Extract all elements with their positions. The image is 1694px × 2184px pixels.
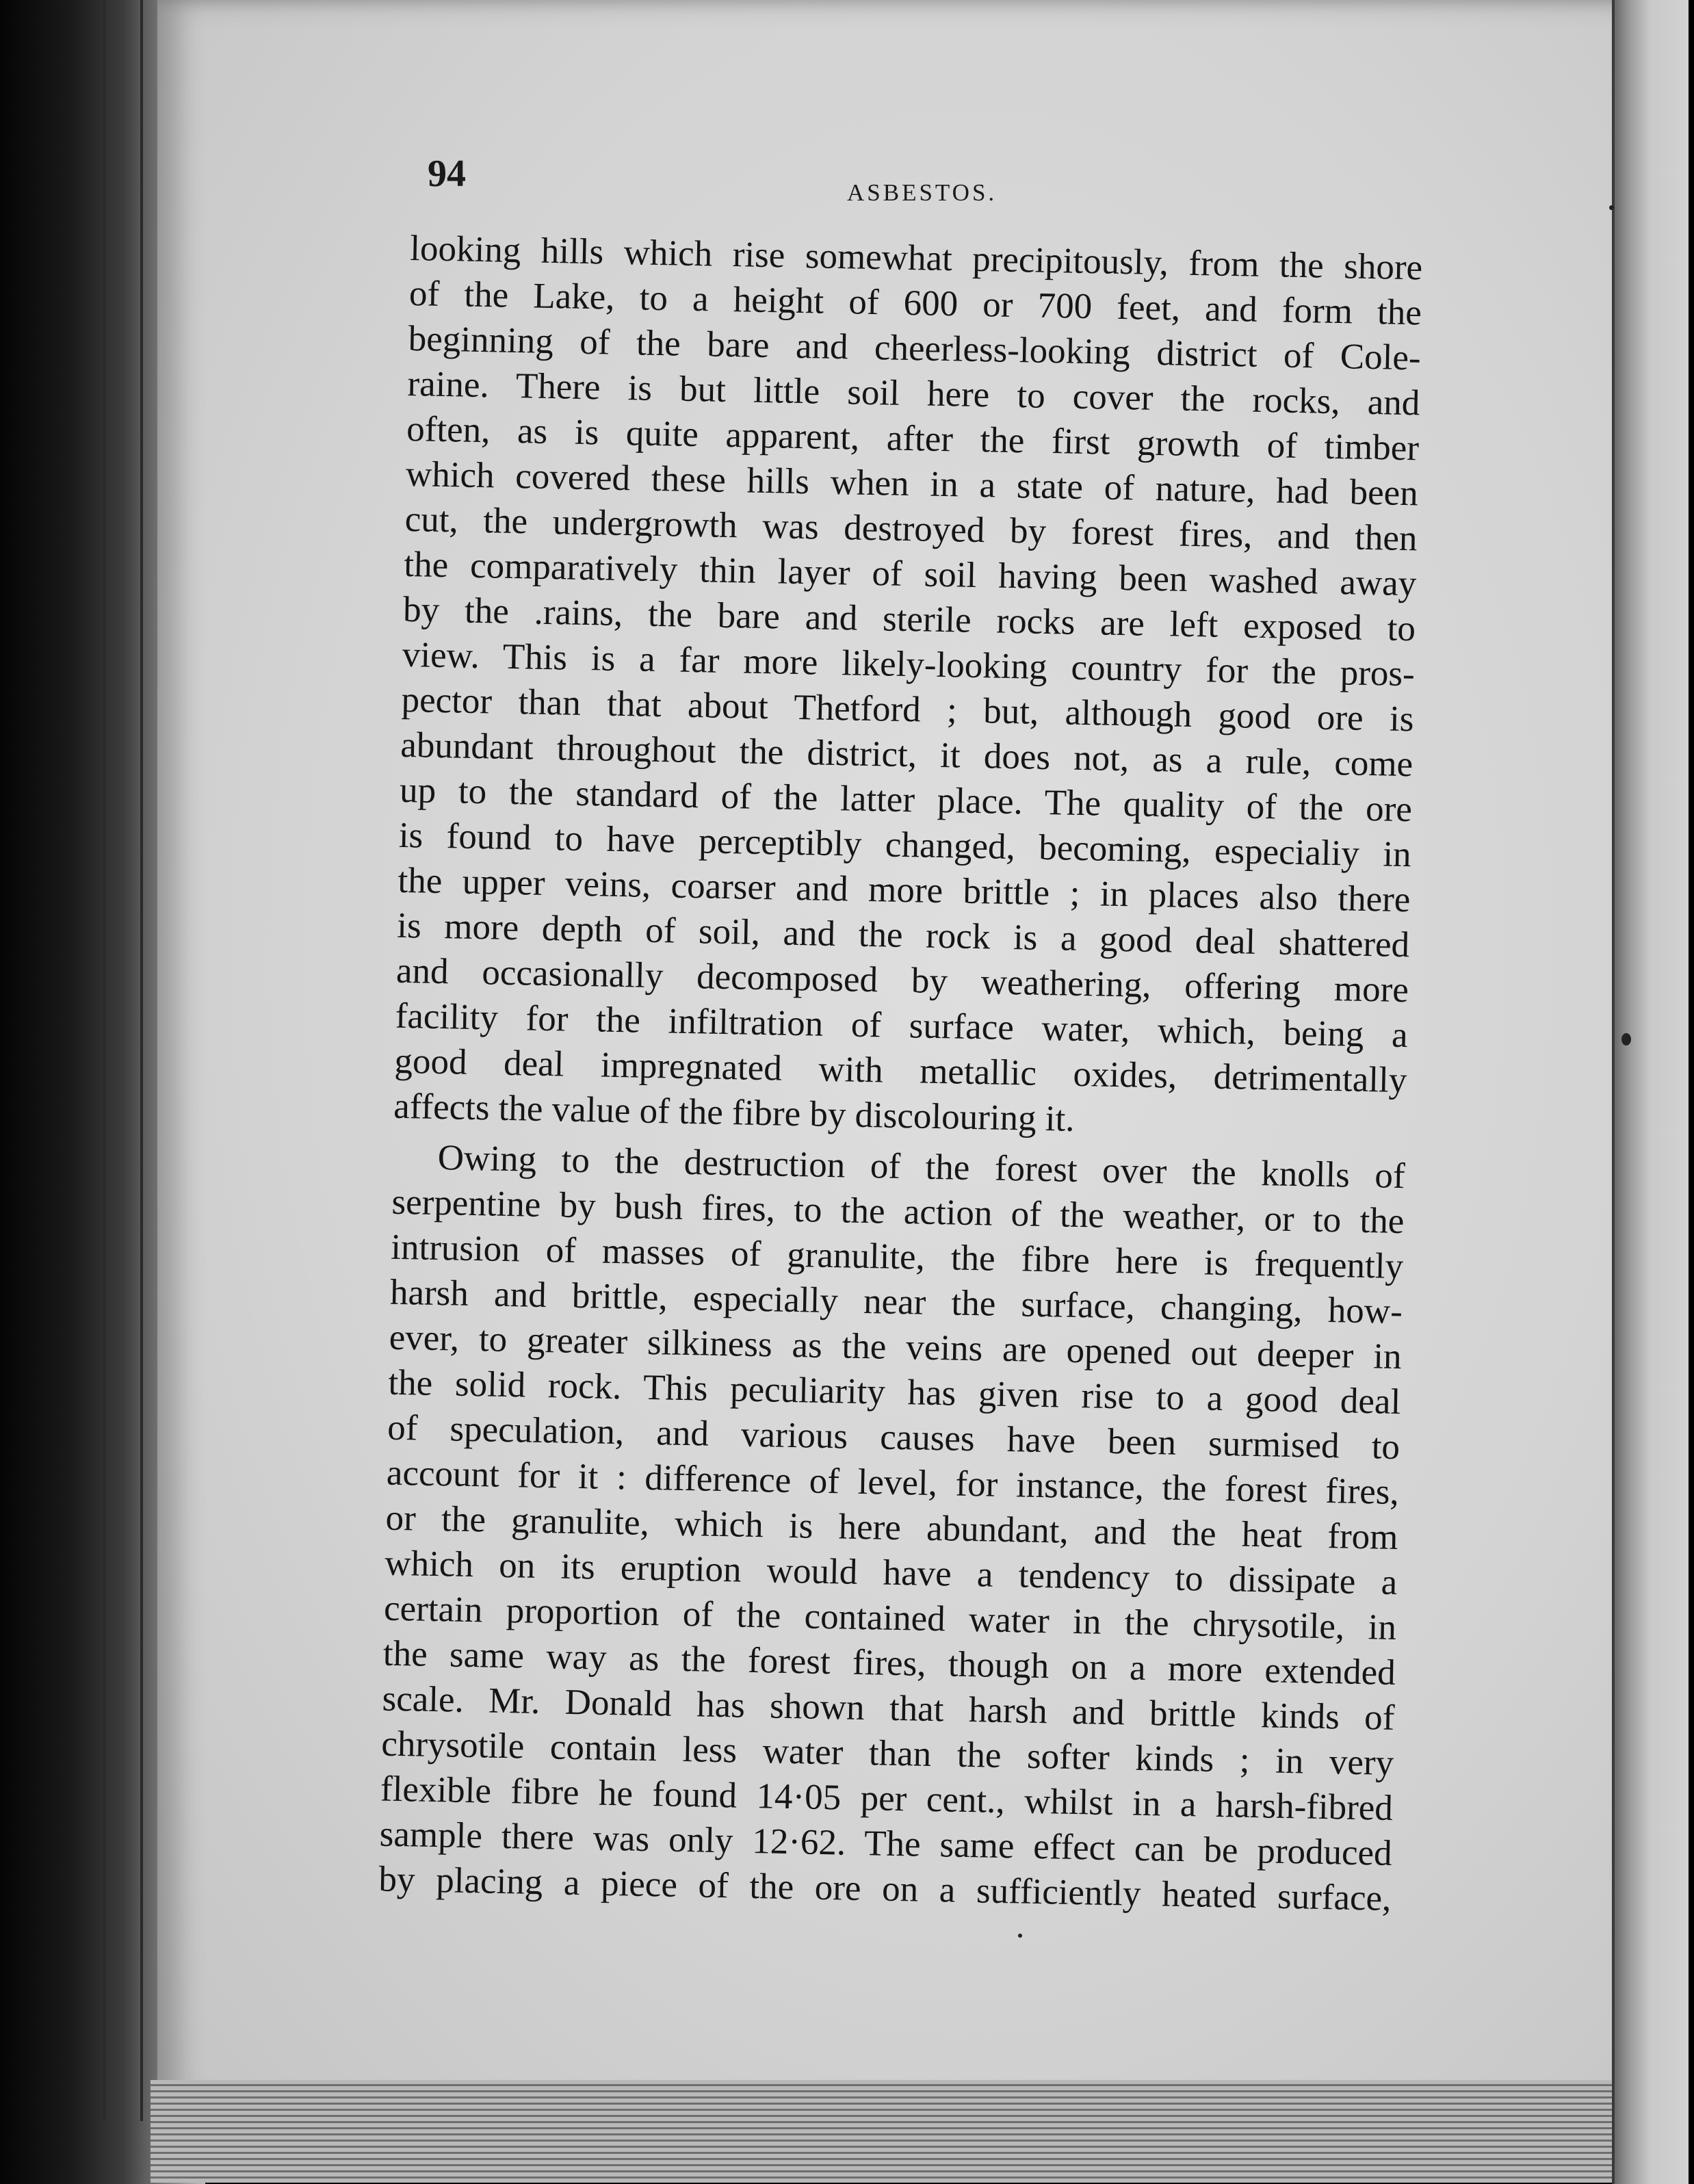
text-line: which covered these hills when in a state of nature, had been [405, 454, 1419, 514]
scan-speck [1609, 205, 1614, 210]
text-line: the same way as the forest fires, though on a more extended [382, 1633, 1396, 1693]
text-line: of speculation, and various causes have been surmised to [387, 1407, 1400, 1468]
text-line: sample there was only 12·62. The same effect can be produced [379, 1814, 1393, 1873]
text-line: the comparatively thin layer of soil having been washed away [403, 544, 1417, 604]
text-line: is found to have perceptibly changed, becoming, especialiy in [398, 815, 1412, 875]
text-line: scale. Mr. Donald has shown that harsh and brittle kinds of [382, 1678, 1395, 1739]
text-line: cut, the undergrowth was destroyed by forest fires, and then [404, 499, 1418, 559]
text-line: harsh and brittle, especially near the surface, changing, how- [389, 1272, 1403, 1332]
text-line: beginning of the bare and cheerless-looking district of Cole- [408, 318, 1422, 378]
text-line: certain proportion of the contained water in the chrysotile, in [383, 1588, 1397, 1648]
scan-speck [1018, 1934, 1022, 1938]
binding-edge-line [103, 0, 105, 2121]
text-line: chrysotile contain less water than the softer kinds ; in very [380, 1724, 1394, 1783]
running-head: ASBESTOS. [847, 179, 998, 206]
scan-speck [1621, 1033, 1631, 1045]
text-line: intrusion of masses of granulite, the fibre here is frequently [390, 1227, 1404, 1287]
adjacent-page-edge [1615, 0, 1694, 2184]
text-line: abundant throughout the district, it does not, as a rule, come [400, 725, 1413, 785]
text-line: good deal impregnated with metallic oxides, detrimentally [394, 1041, 1407, 1101]
scan-border [1689, 0, 1694, 2184]
binding-edge-line [140, 0, 143, 2121]
text-line: serpentine by bush fires, to the action of the weather, or to the [391, 1182, 1405, 1242]
text-line: account for it : difference of level, for instance, the forest fires, [386, 1453, 1400, 1513]
text-line: Owing to the destruction of the forest over the knolls of [437, 1138, 1406, 1197]
text-line: flexible fibre he found 14·05 per cent., whilst in a harsh-fibred [380, 1769, 1394, 1828]
page-number: 94 [428, 153, 466, 195]
text-line: of the Lake, to a height of 600 or 700 feet, and form the [408, 273, 1422, 333]
text-line: the solid rock. This peculiarity has given rise to a good deal [387, 1362, 1401, 1422]
text-line: looking hills which rise somewhat precipitously, from the shore [409, 228, 1423, 288]
text-line: facility for the infiltration of surface water, which, being a [395, 996, 1409, 1056]
paragraph [378, 1134, 1405, 1921]
text-line: by placing a piece of the ore on a sufficiently heated surface, [378, 1859, 1392, 1919]
text-line: or the granulite, which is here abundant, and the heat from [385, 1498, 1399, 1558]
text-line: ever, to greater silkiness as the veins are opened out deeper in [389, 1317, 1403, 1377]
paragraph [393, 226, 1423, 1148]
text-line: often, as is quite apparent, after the first growth of timber [406, 408, 1420, 469]
text-line: raine. There is but little soil here to cover the rocks, and [407, 363, 1420, 424]
text-line: view. This is a far more likely-looking country for the pros- [402, 634, 1416, 694]
text-line: which on its eruption would have a tendency to dissipate a [384, 1543, 1398, 1603]
text-line: by the .rains, the bare and sterile rocks are left exposed to [402, 589, 1416, 649]
body-text [378, 226, 1423, 1921]
text-line: and occasionally decomposed by weathering, offering more [395, 950, 1409, 1011]
text-line: affects the value of the fibre by discolouring it. [393, 1086, 1076, 1139]
text-line: is more depth of soil, and the rock is a good deal shattered [396, 905, 1410, 965]
text-line: the upper veins, coarser and more brittle ; in places also there [398, 860, 1411, 920]
text-line: up to the standard of the latter place. The quality of the ore [399, 770, 1413, 830]
text-line: pector than that about Thetford ; but, although good ore is [401, 679, 1414, 740]
stacked-page-edges [151, 2080, 1642, 2183]
